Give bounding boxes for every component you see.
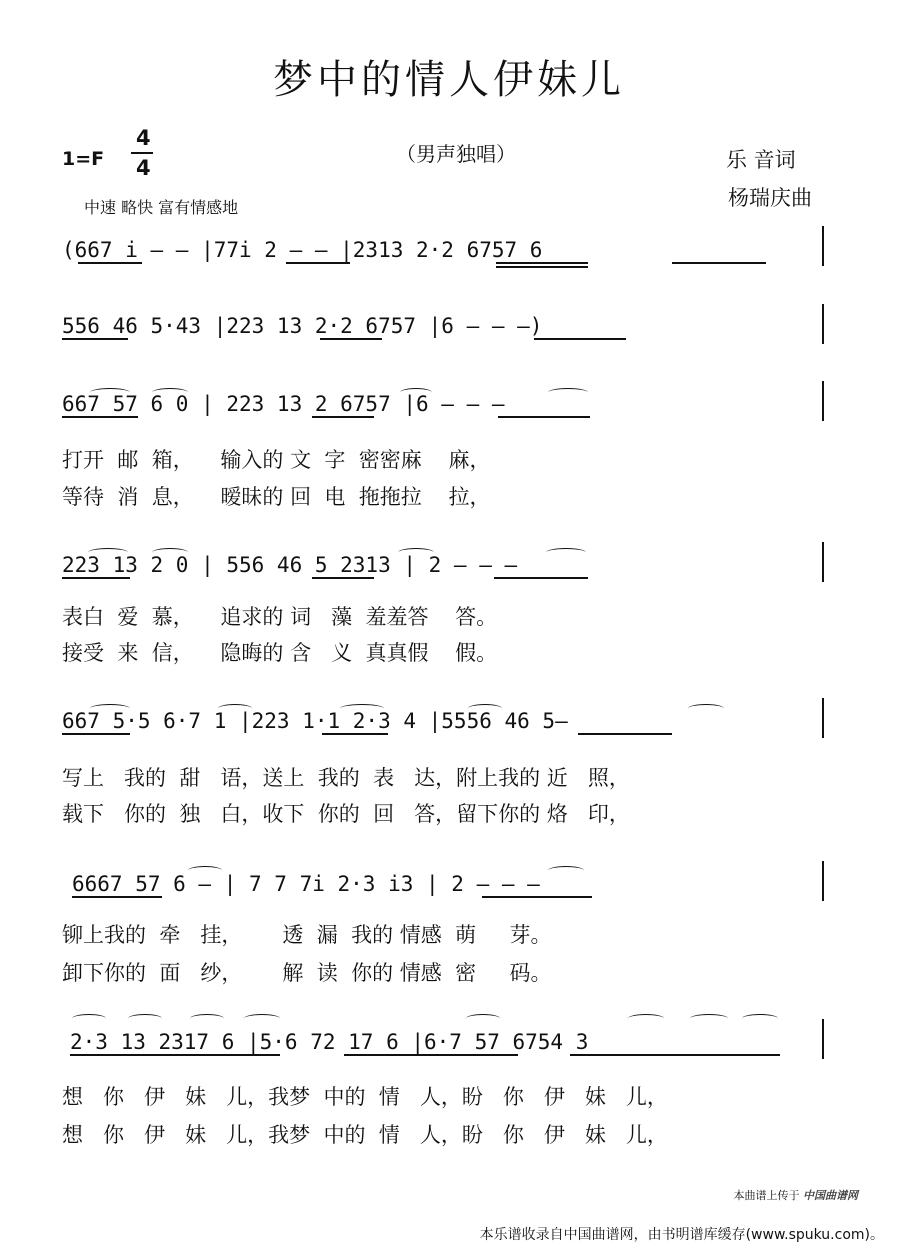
stave-6-lyric-2: 卸下你的 面 纱， 解 读 你的 情感 密 码。 (62, 961, 552, 985)
time-signature-line (131, 152, 153, 154)
beam (498, 416, 590, 418)
beam (72, 896, 162, 898)
slur (742, 1014, 778, 1023)
beam (70, 1054, 280, 1056)
stave-5-lyric-2: 载下 你的 独 白，收下 你的 回 答，留下你的 烙 印， (62, 802, 630, 826)
slur (466, 1014, 500, 1023)
upload-label: 本曲谱上传于 (733, 1189, 800, 1202)
beam (496, 262, 588, 264)
slur (152, 548, 188, 557)
slur (190, 1014, 224, 1023)
site-logo: 中国曲谱网 (803, 1189, 858, 1202)
beam (494, 577, 588, 579)
stave-5-notes: 667 5·5 6·7 1 |223 1·1 2·3 4 |5556 46 5— (62, 709, 568, 733)
slur (688, 704, 724, 713)
beam (62, 733, 130, 735)
stave-6-notes: 6667 57 6 — | 7 7 7i 2·3 i3 | 2 — — — (72, 872, 540, 896)
slur (188, 866, 222, 875)
barline (822, 226, 824, 266)
upload-note (734, 1187, 859, 1203)
beam (62, 416, 138, 418)
beam (482, 896, 592, 898)
beam (78, 262, 142, 264)
slur (72, 1014, 106, 1023)
slur (88, 548, 128, 557)
time-signature-bottom: 4 (136, 156, 151, 180)
barline (822, 542, 824, 582)
stave-4-lyric-2: 接受 来 信， 隐晦的 含 义 真真假 假。 (62, 641, 498, 665)
beam (672, 262, 766, 264)
slur (548, 866, 584, 875)
stave-3-lyric-2: 等待 消 息， 暧昧的 回 电 拖拖拉 拉， (62, 485, 491, 509)
beam (496, 266, 588, 268)
slur (244, 1014, 280, 1023)
key-signature: 1=F (62, 148, 105, 170)
stave-3-notes: 667 57 6 0 | 223 13 2 6757 |6 — — — (62, 392, 505, 416)
barline (822, 381, 824, 421)
page-title: 梦中的情人伊妹儿 (273, 57, 625, 103)
barline (822, 1019, 824, 1059)
stave-7-lyric-2: 想 你 伊 妹 儿，我梦 中的 情 人，盼 你 伊 妹 儿， (62, 1123, 668, 1147)
stave-4-lyric-1: 表白 爱 慕， 追求的 词 藻 羞羞答 答。 (62, 605, 498, 629)
stave-5-lyric-1: 写上 我的 甜 语，送上 我的 表 达，附上我的 近 照， (62, 766, 630, 790)
stave-1-notes: (667 i — — |77i 2 — — |2313 2·2 6757 6 (62, 238, 543, 262)
beam (320, 338, 382, 340)
stave-4-notes: 223 13 2 0 | 556 46 5 2313 | 2 — — — (62, 553, 518, 577)
source-note: 本乐谱收录自中国曲谱网，由书明谱库缓存(www.spuku.com)。 (479, 1227, 884, 1243)
slur (90, 388, 130, 397)
stave-2-notes: 556 46 5·43 |223 13 2·2 6757 |6 — — —) (62, 314, 556, 338)
beam (322, 733, 388, 735)
stave-7-notes: 2·3 13 2317 6 |5·6 72 17 6 |6·7 57 6754 3 (70, 1030, 589, 1054)
slur (152, 388, 188, 397)
beam (312, 577, 374, 579)
slur (90, 704, 130, 713)
beam (570, 1054, 780, 1056)
slur (340, 704, 384, 713)
beam (286, 262, 350, 264)
beam (62, 338, 128, 340)
beam (62, 577, 130, 579)
stave-7-lyric-1: 想 你 伊 妹 儿，我梦 中的 情 人，盼 你 伊 妹 儿， (62, 1085, 668, 1109)
tempo-marking: 中速 略快 富有情感地 (84, 198, 239, 217)
time-signature-top: 4 (136, 126, 151, 150)
beam (344, 1054, 518, 1056)
slur (468, 704, 502, 713)
slur (398, 548, 434, 557)
slur (548, 388, 588, 397)
stave-6-lyric-1: 铆上我的 牵 挂， 透 漏 我的 情感 萌 芽。 (62, 923, 552, 947)
beam (312, 416, 374, 418)
slur (400, 388, 432, 397)
slur (690, 1014, 728, 1023)
slur (128, 1014, 162, 1023)
composer-credit: 杨瑞庆曲 (728, 186, 812, 210)
lyricist-credit: 乐 音词 (726, 148, 796, 172)
slur (218, 704, 252, 713)
slur (628, 1014, 664, 1023)
barline (822, 304, 824, 344)
beam (578, 733, 672, 735)
stave-3-lyric-1: 打开 邮 箱， 输入的 文 字 密密麻 麻， (62, 448, 491, 472)
beam (534, 338, 626, 340)
subtitle: （男声独唱） (396, 142, 516, 166)
slur (546, 548, 586, 557)
barline (822, 861, 824, 901)
barline (822, 698, 824, 738)
